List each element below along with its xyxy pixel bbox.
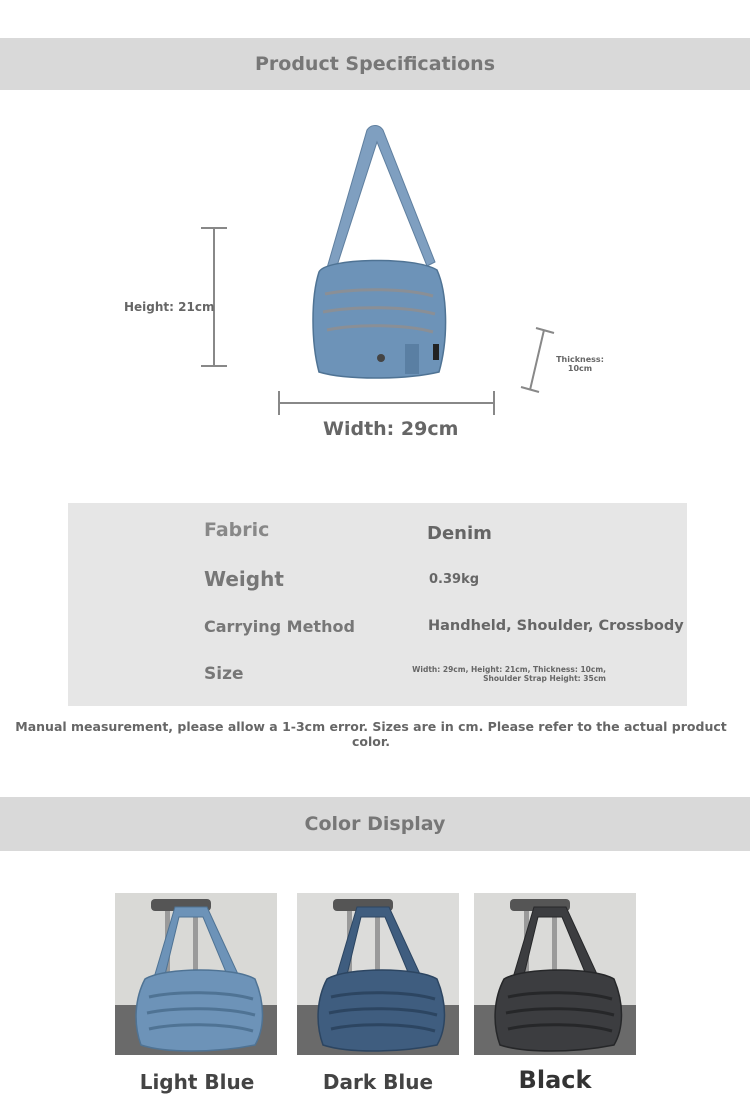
width-dimension-line (279, 402, 494, 404)
thickness-label (552, 355, 608, 373)
height-label: Height: 21cm (124, 300, 215, 314)
thickness-label-line2: 10cm (567, 364, 593, 373)
height-dimension-cap-bottom (201, 365, 227, 367)
spec-label-size: Size (204, 664, 244, 684)
thickness-label-line1: Thickness: (556, 355, 604, 364)
spec-value-weight: 0.39kg (429, 572, 480, 587)
spec-value-size (406, 665, 606, 683)
width-label: Width: 29cm (323, 418, 459, 440)
spec-section-banner (0, 38, 750, 90)
color-swatch-light-blue[interactable] (115, 893, 277, 1055)
bag-illustration (305, 122, 455, 384)
width-dimension-cap-left (278, 391, 280, 415)
measurement-note: Manual measurement, please allow a 1-3cm error. Sizes are in cm. Please refer to the actual product color. (15, 719, 727, 749)
spec-table (68, 503, 687, 706)
spec-value-carrying-method: Handheld, Shoulder, Crossbody (428, 618, 684, 634)
color-swatch-black[interactable] (474, 893, 636, 1055)
spec-value-size-line2: Shoulder Strap Height: 35cm (483, 674, 606, 683)
spec-label-weight: Weight (204, 567, 284, 591)
spec-value-fabric: Denim (427, 523, 492, 544)
spec-section-title: Product Specifications (254, 53, 496, 75)
color-label-light-blue: Light Blue (139, 1070, 255, 1094)
black-bag-photo (474, 893, 636, 1055)
spec-label-fabric: Fabric (204, 519, 270, 541)
spec-value-size-line1: Width: 29cm, Height: 21cm, Thickness: 10cm, (412, 665, 606, 674)
color-section-banner (0, 797, 750, 851)
light-blue-bag-photo (115, 893, 277, 1055)
color-section-title: Color Display (304, 813, 446, 835)
height-dimension-cap-top (201, 227, 227, 229)
color-swatch-dark-blue[interactable] (297, 893, 459, 1055)
width-dimension-cap-right (493, 391, 495, 415)
spec-label-carrying-method: Carrying Method (204, 617, 355, 636)
color-label-dark-blue: Dark Blue (322, 1070, 434, 1094)
color-label-black: Black (518, 1066, 592, 1094)
dark-blue-bag-photo (297, 893, 459, 1055)
height-dimension-line (213, 227, 215, 367)
